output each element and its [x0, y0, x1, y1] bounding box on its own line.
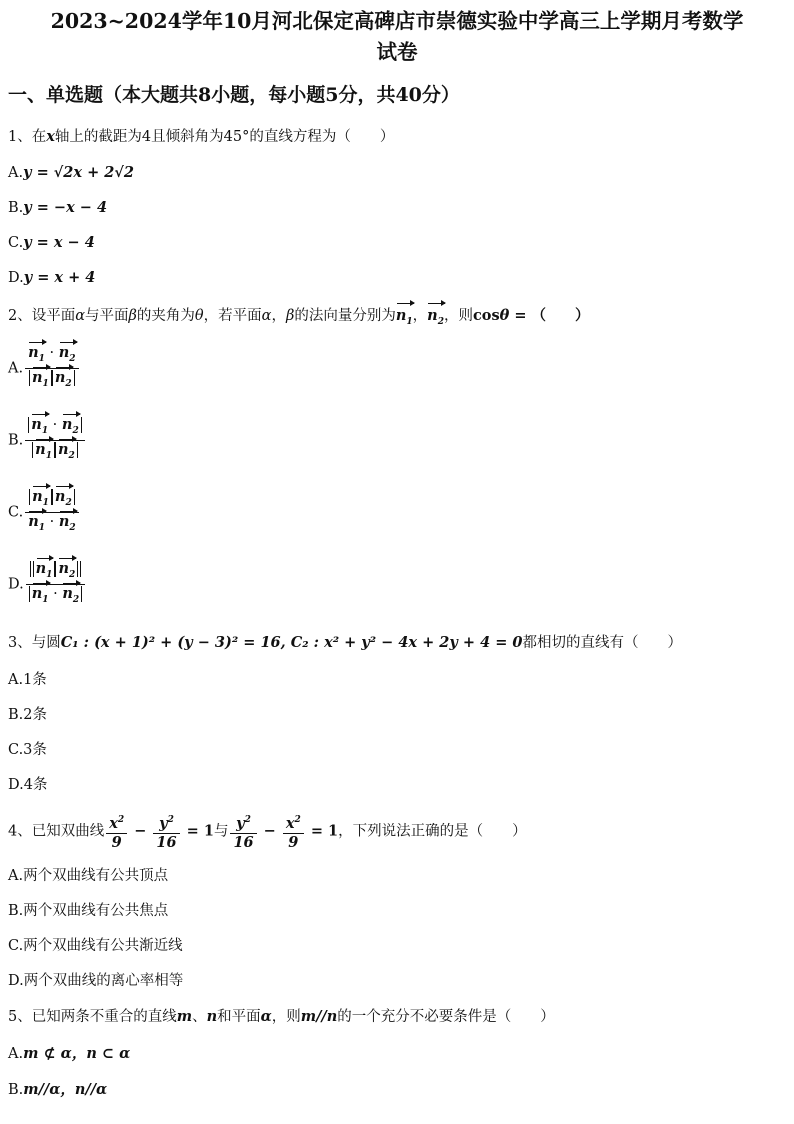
- q4-frac-y2-16b: $\frac{y^2}{16}$: [230, 811, 256, 852]
- q3-option-b: B.2条: [8, 707, 47, 723]
- q4-frac-x2-9b: $\frac{x^2}{9}$: [283, 811, 304, 852]
- q5-stem: 5、已知两条不重合的直线m、n和平面α，则m//n的一个充分不必要条件是（ ）: [8, 1008, 555, 1025]
- q1-option-d: D.y = x + 4: [8, 269, 96, 286]
- title-line-2: 试卷: [376, 40, 418, 64]
- q2-b-fraction: $\frac{n_1 \cdot n_2}{n_1 n_2}$: [25, 416, 84, 465]
- q1-option-a: A.y = √2x + 2√2: [8, 164, 134, 181]
- q4-option-d: D.两个双曲线的离心率相等: [8, 973, 184, 989]
- q2-c-fraction: $\frac{n_1 n_2}{n_1 \cdot n_2}$: [25, 488, 78, 537]
- q4-frac-y2-16: $\frac{y^2}{16}$: [153, 811, 179, 852]
- q4-option-b: B.两个双曲线有公共焦点: [8, 903, 169, 919]
- exam-title: [6, 6, 788, 68]
- q3-stem: 3、与圆C₁ : (x + 1)² + (y − 3)² = 16, C₂ : x² + y² − 4x + 2y + 4 = 0都相切的直线有（ ）: [8, 634, 682, 651]
- title-line-1: 2023~2024学年10月河北保定高碑店市崇德实验中学高三上学期月考数学: [50, 9, 744, 33]
- q5-option-a: A.m ⊄ α，n ⊂ α: [8, 1045, 131, 1062]
- q1-option-c: C.y = x − 4: [8, 234, 95, 251]
- vector-n1: $n_1$: [396, 305, 413, 333]
- q4-option-c: C.两个双曲线有公共渐近线: [8, 938, 183, 954]
- section-heading: 一、单选题（本大题共8小题，每小题5分，共40分）: [8, 84, 460, 106]
- q4-option-a: A.两个双曲线有公共顶点: [8, 868, 169, 884]
- q2-option-c: C. $\frac{n_1 n_2}{n_1 \cdot n_2}$: [8, 488, 81, 537]
- q1-option-b: B.y = −x − 4: [8, 199, 108, 216]
- q5-option-b: B.m//α，n//α: [8, 1081, 108, 1098]
- q4-frac-x2-9: $\frac{x^2}{9}$: [106, 811, 127, 852]
- q3-option-a: A.1条: [8, 672, 47, 688]
- q2-option-a: A. $\frac{n_1 \cdot n_2}{n_1 n_2}$: [8, 344, 81, 393]
- q2-option-b: B. $\frac{n_1 \cdot n_2}{n_1 n_2}$: [8, 416, 87, 465]
- q2-option-d: D. $\frac{n_1 n_2}{n_1 \cdot n_2}$: [8, 560, 87, 609]
- q1-stem: 1、在x轴上的截距为4且倾斜角为45°的直线方程为（ ）: [8, 128, 395, 145]
- vector-n2: $n_2$: [427, 305, 444, 333]
- q2-a-fraction: $\frac{n_1 \cdot n_2}{n_1 n_2}$: [25, 344, 78, 393]
- q3-option-c: C.3条: [8, 742, 47, 758]
- q4-stem: 4、已知双曲线 $\frac{x^2}{9}$ − $\frac{y^2}{16}$ = 1与 $\frac{y^2}{16}$ − $\frac{x^2}{9}$ = 1，下列说法正确的是（ ）: [8, 811, 527, 852]
- q3-option-d: D.4条: [8, 777, 48, 793]
- q2-stem: 2、设平面α与平面β的夹角为θ，若平面α，β的法向量分别为$n_1$，$n_2$，则cosθ = （ ）: [8, 305, 590, 333]
- q2-d-fraction: $\frac{n_1 n_2}{n_1 \cdot n_2}$: [26, 560, 85, 609]
